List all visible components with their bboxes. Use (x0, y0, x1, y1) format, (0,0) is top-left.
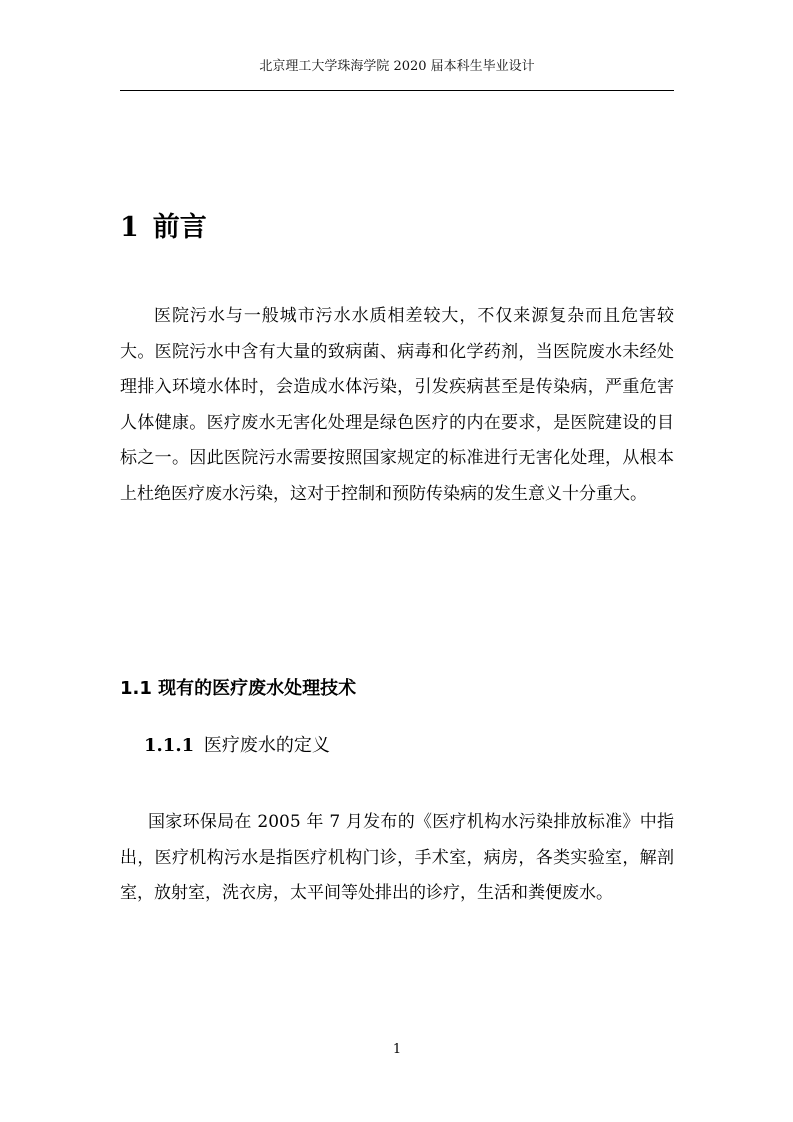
chapter-number: 1 (120, 212, 139, 243)
subsection-number: 1.1.1 (144, 735, 195, 756)
header-divider (120, 90, 674, 91)
page-number: 1 (392, 1042, 402, 1057)
intro-paragraph: 医院污水与一般城市污水水质相差较大，不仅来源复杂而且危害较大。医院污水中含有大量的致病菌、病毒和化学药剂，当医院废水未经处理排入环境水体时，会造成水体污染，引发疾病甚至是传染病，严重危害人体健康。医疗废水无害化处理是绿色医疗的内在要求，是医院建设的目标之一。因此医院污水需要按照国家规定的标准进行无害化处理，从根本上杜绝医疗废水污染，这对于控制和预防传染病的发生意义十分重大。 (120, 306, 674, 504)
subsection-heading (144, 732, 330, 760)
chapter-title-text: 前言 (152, 212, 207, 243)
page-header: 北京理工大学珠海学院 2020 届本科生毕业设计 (259, 59, 535, 74)
chapter-heading (120, 210, 207, 246)
definition-paragraph: 国家环保局在 2005 年 7 月发布的《医疗机构水污染排放标准》中指出，医疗机构污水是指医疗机构门诊，手术室，病房，各类实验室，解剖室，放射室，洗衣房，太平间等处排出的诊疗，生活和粪便废水。 (120, 812, 674, 903)
subsection-title-text: 医疗废水的定义 (203, 735, 330, 756)
section-heading: 1.1 现有的医疗废水处理技术 (120, 678, 357, 699)
